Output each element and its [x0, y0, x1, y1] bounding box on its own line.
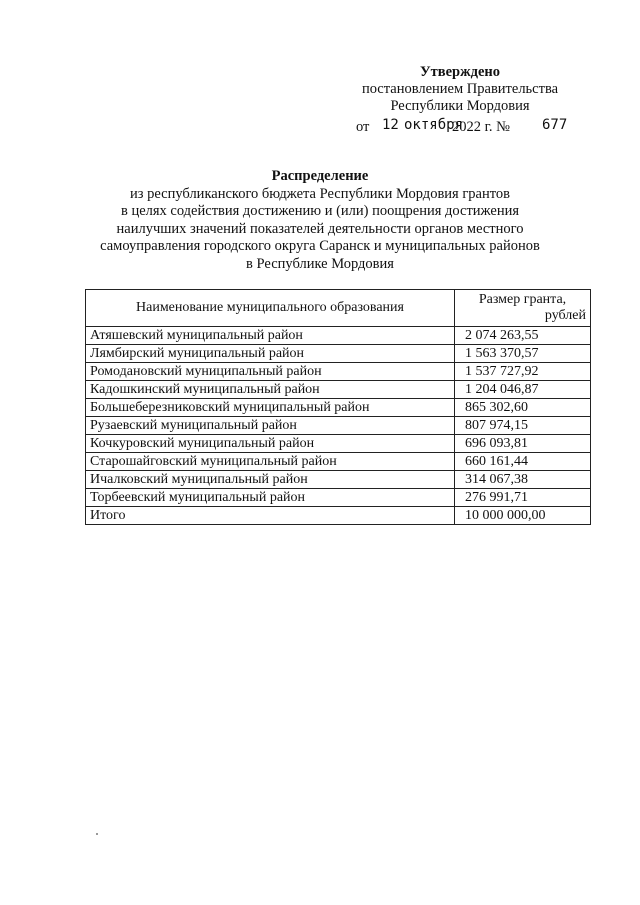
row-amount: 807 974,15 — [455, 417, 591, 435]
heading-line-2: в целях содействия достижению и (или) поощрения достижения — [120, 203, 520, 219]
table-row — [86, 471, 591, 489]
table-row — [86, 453, 591, 471]
approval-date-line — [330, 117, 590, 137]
row-name: Торбеевский муниципальный район — [86, 489, 455, 507]
approval-month: октября — [404, 117, 464, 133]
heading-line-1: из республиканского бюджета Республики Мордовия грантов — [130, 185, 510, 202]
header-amount-line-2: рублей — [544, 308, 586, 323]
approval-number: 677 — [542, 117, 568, 133]
approval-line-2: Республики Мордовия — [390, 98, 530, 114]
document-heading — [100, 168, 540, 273]
approval-day: 12 — [382, 117, 399, 133]
row-amount: 1 537 727,92 — [455, 363, 591, 381]
table-row — [86, 363, 591, 381]
heading-line-3: наилучших значений показателей деятельности органов местного — [116, 220, 524, 237]
table-row — [86, 417, 591, 435]
row-name: Атяшевский муниципальный район — [86, 327, 455, 345]
table-row — [86, 381, 591, 399]
approval-ot: от — [356, 119, 370, 135]
scan-speck — [96, 833, 98, 835]
row-name: Ичалковский муниципальный район — [86, 471, 455, 489]
row-name: Кадошкинский муниципальный район — [86, 381, 455, 399]
row-amount: 276 991,71 — [455, 489, 591, 507]
approval-stamp — [330, 64, 590, 137]
table-row — [86, 435, 591, 453]
table-total-row — [86, 507, 591, 525]
row-amount: 1 204 046,87 — [455, 381, 591, 399]
document-title: Распределение — [271, 168, 369, 184]
row-name: Старошайговский муниципальный район — [86, 453, 455, 471]
row-name: Рузаевский муниципальный район — [86, 417, 455, 435]
table-header-row — [86, 290, 591, 327]
header-municipality: Наименование муниципального образования — [86, 290, 455, 327]
table-row — [86, 399, 591, 417]
table-row — [86, 489, 591, 507]
row-amount: 2 074 263,55 — [455, 327, 591, 345]
heading-line-5: в Республике Мордовия — [246, 255, 394, 272]
heading-line-4: самоуправления городского округа Саранск и муниципальных районов — [100, 238, 540, 254]
row-amount: 865 302,60 — [455, 399, 591, 417]
approval-year: 2022 г. № — [452, 119, 511, 135]
row-amount: 314 067,38 — [455, 471, 591, 489]
header-grant-amount — [455, 290, 591, 327]
row-name: Кочкуровский муниципальный район — [86, 435, 455, 453]
table-row — [86, 345, 591, 363]
header-amount-line-1: Размер гранта, — [478, 292, 567, 307]
row-amount: 1 563 370,57 — [455, 345, 591, 363]
row-name: Ромодановский муниципальный район — [86, 363, 455, 381]
row-name: Большеберезниковский муниципальный район — [86, 399, 455, 417]
total-amount: 10 000 000,00 — [455, 507, 591, 525]
row-amount: 696 093,81 — [455, 435, 591, 453]
grants-table — [85, 289, 591, 525]
approval-title: Утверждено — [420, 64, 500, 80]
row-name: Лямбирский муниципальный район — [86, 345, 455, 363]
total-label: Итого — [86, 507, 455, 525]
row-amount: 660 161,44 — [455, 453, 591, 471]
table-row — [86, 327, 591, 345]
approval-line-1: постановлением Правительства — [361, 81, 559, 97]
